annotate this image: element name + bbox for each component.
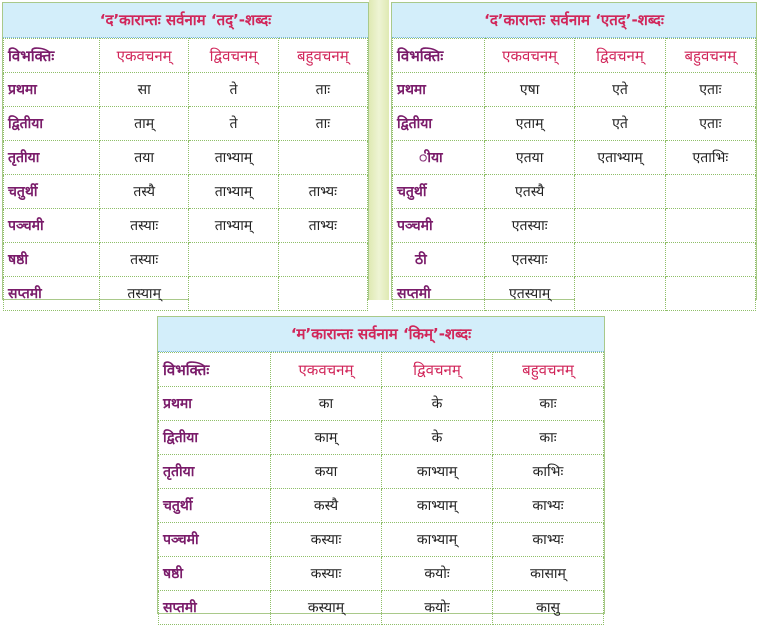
form-plural: ताः <box>278 73 367 107</box>
form-dual: के <box>382 387 493 421</box>
form-singular: एतया <box>485 141 575 175</box>
form-singular: कस्याम् <box>271 591 382 625</box>
case-label: पञ्चमी <box>159 523 271 557</box>
form-singular: का <box>271 387 382 421</box>
form-dual: ताभ्याम् <box>189 141 278 175</box>
form-dual <box>575 175 665 209</box>
form-dual: एताभ्याम् <box>575 141 665 175</box>
header-bahuvachanam: बहुवचनम् <box>278 39 367 73</box>
form-plural: एताः <box>665 107 755 141</box>
table-row <box>393 277 756 311</box>
form-dual: ते <box>189 73 278 107</box>
table-row <box>159 455 604 489</box>
table-title: ‘द’कारान्तः सर्वनाम ‘तद्’-शब्दः <box>3 3 368 38</box>
form-dual <box>575 277 665 311</box>
form-plural <box>665 277 755 311</box>
case-label: षष्ठी <box>4 243 100 277</box>
form-dual: काभ्याम् <box>382 455 493 489</box>
header-dvivachanam: द्विवचनम् <box>575 39 665 73</box>
table-title: ‘म’कारान्तः सर्वनाम ‘किम्’-शब्दः <box>158 317 604 352</box>
form-dual <box>575 243 665 277</box>
form-singular: कस्यै <box>271 489 382 523</box>
header-bahuvachanam: बहुवचनम् <box>665 39 755 73</box>
form-dual: ताभ्याम् <box>189 209 278 243</box>
header-row <box>393 39 756 73</box>
form-dual: ते <box>189 107 278 141</box>
form-singular: कया <box>271 455 382 489</box>
form-singular: तस्यै <box>100 175 189 209</box>
form-plural: ताभ्यः <box>278 209 367 243</box>
form-singular: तस्याम् <box>100 277 189 311</box>
table-row <box>159 421 604 455</box>
form-plural <box>665 209 755 243</box>
case-label: द्वितीया <box>4 107 100 141</box>
form-singular: तया <box>100 141 189 175</box>
form-plural <box>665 243 755 277</box>
declension-grid <box>158 352 604 625</box>
table-row <box>159 387 604 421</box>
declension-grid <box>3 38 368 311</box>
form-singular: तस्याः <box>100 243 189 277</box>
table-row <box>393 73 756 107</box>
form-plural <box>278 243 367 277</box>
form-dual: काभ्याम् <box>382 489 493 523</box>
form-plural <box>665 175 755 209</box>
table-row <box>159 591 604 625</box>
form-singular: एताम् <box>485 107 575 141</box>
form-dual: एते <box>575 107 665 141</box>
center-divider <box>369 0 389 300</box>
case-label: चतुर्थी <box>393 175 485 209</box>
table-row <box>393 175 756 209</box>
form-singular: काम् <box>271 421 382 455</box>
form-dual: एते <box>575 73 665 107</box>
form-singular: सा <box>100 73 189 107</box>
table-row <box>4 175 368 209</box>
declension-table-etad <box>391 2 757 300</box>
table-row <box>4 277 368 311</box>
form-plural: कासाम् <box>493 557 604 591</box>
table-row <box>393 107 756 141</box>
form-dual: कयोः <box>382 557 493 591</box>
form-plural: काभिः <box>493 455 604 489</box>
form-singular: एतस्याः <box>485 243 575 277</box>
header-vibhakti: विभक्तिः <box>393 39 485 73</box>
declension-table-tad <box>2 2 369 300</box>
table-row <box>393 243 756 277</box>
form-plural: काभ्यः <box>493 489 604 523</box>
table-row <box>159 489 604 523</box>
form-dual: के <box>382 421 493 455</box>
header-bahuvachanam: बहुवचनम् <box>493 353 604 387</box>
form-dual: कयोः <box>382 591 493 625</box>
form-singular: कस्याः <box>271 523 382 557</box>
case-label: ीया <box>393 141 485 175</box>
header-row <box>4 39 368 73</box>
header-vibhakti: विभक्तिः <box>4 39 100 73</box>
table-row <box>4 73 368 107</box>
declension-table-kim <box>157 316 605 614</box>
table-title: ‘द’कारान्तः सर्वनाम ‘एतद्’-शब्दः <box>392 3 756 38</box>
form-singular: एतस्याम् <box>485 277 575 311</box>
form-plural <box>278 141 367 175</box>
case-label: सप्तमी <box>159 591 271 625</box>
header-dvivachanam: द्विवचनम् <box>189 39 278 73</box>
form-singular: ताम् <box>100 107 189 141</box>
case-label: तृतीया <box>159 455 271 489</box>
header-vibhakti: विभक्तिः <box>159 353 271 387</box>
form-plural: काः <box>493 387 604 421</box>
case-label: तृतीया <box>4 141 100 175</box>
table-row <box>159 557 604 591</box>
form-plural: एताः <box>665 73 755 107</box>
table-row <box>159 523 604 557</box>
form-plural: काभ्यः <box>493 523 604 557</box>
case-label: ठी <box>393 243 485 277</box>
header-ekavachanam: एकवचनम् <box>271 353 382 387</box>
form-plural: ताः <box>278 107 367 141</box>
case-label: पञ्चमी <box>393 209 485 243</box>
case-label: प्रथमा <box>393 73 485 107</box>
table-row <box>393 141 756 175</box>
table-row <box>4 209 368 243</box>
case-label: प्रथमा <box>159 387 271 421</box>
form-plural <box>278 277 367 311</box>
form-plural: एताभिः <box>665 141 755 175</box>
table-row <box>393 209 756 243</box>
case-label: चतुर्थी <box>4 175 100 209</box>
form-singular: एतस्यै <box>485 175 575 209</box>
header-dvivachanam: द्विवचनम् <box>382 353 493 387</box>
form-singular: एषा <box>485 73 575 107</box>
case-label: षष्ठी <box>159 557 271 591</box>
case-label: सप्तमी <box>4 277 100 311</box>
form-plural: ताभ्यः <box>278 175 367 209</box>
form-dual <box>189 243 278 277</box>
case-label: प्रथमा <box>4 73 100 107</box>
case-label: चतुर्थी <box>159 489 271 523</box>
case-label: द्वितीया <box>393 107 485 141</box>
form-singular: कस्याः <box>271 557 382 591</box>
form-singular: एतस्याः <box>485 209 575 243</box>
form-dual <box>575 209 665 243</box>
case-label: सप्तमी <box>393 277 485 311</box>
form-dual: ताभ्याम् <box>189 175 278 209</box>
header-ekavachanam: एकवचनम् <box>485 39 575 73</box>
case-label: द्वितीया <box>159 421 271 455</box>
header-row <box>159 353 604 387</box>
declension-grid <box>392 38 756 311</box>
table-row <box>4 141 368 175</box>
form-singular: तस्याः <box>100 209 189 243</box>
case-label: पञ्चमी <box>4 209 100 243</box>
form-plural: काः <box>493 421 604 455</box>
table-row <box>4 243 368 277</box>
header-ekavachanam: एकवचनम् <box>100 39 189 73</box>
form-dual <box>189 277 278 311</box>
form-dual: काभ्याम् <box>382 523 493 557</box>
table-row <box>4 107 368 141</box>
form-plural: कासु <box>493 591 604 625</box>
